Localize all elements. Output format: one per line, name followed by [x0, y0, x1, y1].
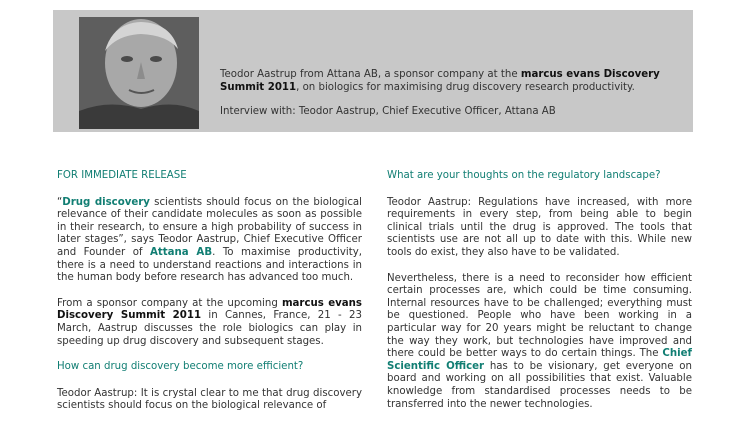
- sponsor-text: From a sponsor company at the upcoming: [57, 297, 282, 309]
- left-column: [57, 170, 362, 426]
- processes-text-end: has to be visionary, get everyone on board and working on all possibilities that exist. Valuable knowledge from standardised processes needs to be transferred into the newer technologies.: [387, 360, 692, 410]
- lead-paragraph: [57, 197, 362, 285]
- attana-link[interactable]: Attana AB: [150, 246, 213, 258]
- lead-text-end: . To maximise productivity, there is a need to understand reactions and interactions in the human body before research has advanced too much.: [57, 246, 362, 284]
- header-banner: [53, 10, 693, 132]
- processes-text: Nevertheless, there is a need to reconsider how efficient certain processes are, which could be time consuming. Internal resources have to be challenged; everything must be questioned. People who have been working in a particular way for 20 years might be reluctant to change the way they work, but technologies have improved and there could be better ways to do certain things. The: [387, 272, 692, 360]
- right-column: [387, 170, 692, 424]
- intro-text-end: , on biologics for maximising drug discovery research productivity.: [296, 82, 635, 93]
- intro-paragraph: [220, 68, 670, 94]
- portrait-photo: [79, 17, 199, 129]
- cso-link[interactable]: Chief Scientific Officer: [387, 348, 692, 372]
- release-label: FOR IMMEDIATE RELEASE: [57, 170, 187, 181]
- lead-text: scientists should focus on the biological relevance of their candidate molecules as soon as possible in their research, to ensure a high probability of success in later stages”, says Teodor Aastrup, Chief Executive Officer and Founder of: [57, 196, 362, 258]
- question-regulatory: What are your thoughts on the regulatory landscape?: [387, 170, 661, 181]
- portrait-image: [79, 17, 199, 129]
- question-efficiency: How can drug discovery become more efficient?: [57, 361, 304, 373]
- answer-processes: [387, 273, 692, 412]
- intro-text: Teodor Aastrup from Attana AB, a sponsor company at the: [220, 69, 521, 80]
- answer-efficiency: Teodor Aastrup: It is crystal clear to me that drug discovery scientists should focus on the biological relevance of: [57, 387, 362, 412]
- event-name-inline: marcus evans Discovery Summit 2011: [57, 297, 362, 322]
- sponsor-paragraph: [57, 298, 362, 348]
- answer-regulatory: Teodor Aastrup: Regulations have increased, with more requirements in every step, from being able to begin clinical trials until the drug is approved. The tools that scientists use are not all up to date with this. While new tools do exist, they also have to be validated.: [387, 196, 692, 258]
- open-quote: “: [57, 196, 63, 208]
- drug-discovery-link[interactable]: Drug discovery: [62, 196, 150, 208]
- event-name: marcus evans Discovery Summit 2011: [220, 69, 660, 93]
- interview-line: Interview with: Teodor Aastrup, Chief Executive Officer, Attana AB: [220, 106, 556, 117]
- sponsor-text-end: in Cannes, France, 21 - 23 March, Aastrup discusses the role biologics can play in speeding up drug discovery and subsequent stages.: [57, 310, 362, 347]
- header-text: [220, 68, 670, 118]
